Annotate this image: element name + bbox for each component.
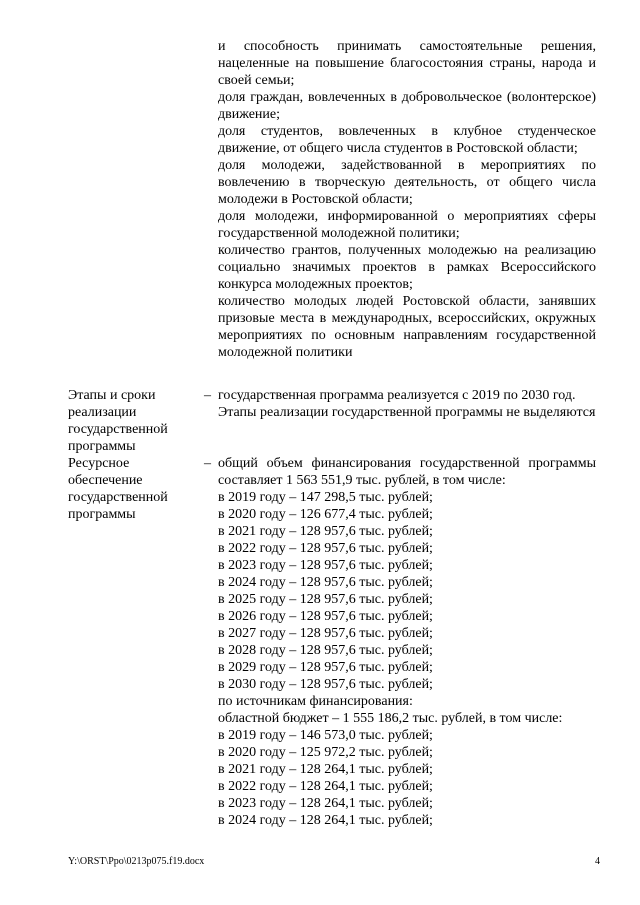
year-amount: в 2023 году – 128 957,6 тыс. рублей;: [218, 558, 433, 573]
resources-content: [218, 455, 596, 829]
stages-dash: –: [204, 388, 211, 403]
resources-dash: –: [204, 456, 211, 471]
indicator-text: доля молодежи, задействованной в мероприятиях по вовлечению в творческую деятельность, от общего числа молодежи в Ростовской области;: [218, 158, 596, 207]
year-amount: в 2025 году – 128 957,6 тыс. рублей;: [218, 592, 433, 607]
indicator-text: доля граждан, вовлеченных в добровольческое (волонтерское) движение;: [218, 90, 596, 122]
regional-year-amount: в 2021 году – 128 264,1 тыс. рублей;: [218, 762, 433, 777]
stages-line: государственная программа реализуется с 2019 по 2030 год.: [218, 388, 576, 403]
stages-label: Этапы и сроки реализации государственной программы: [68, 388, 168, 454]
year-amount: в 2019 году – 147 298,5 тыс. рублей;: [218, 490, 433, 505]
year-amount: в 2028 году – 128 957,6 тыс. рублей;: [218, 643, 433, 658]
page-number: 4: [595, 856, 600, 867]
indicator-text: доля студентов, вовлеченных в клубное студенческое движение, от общего числа студентов в Ростовской области;: [218, 124, 596, 156]
year-amount: в 2022 году – 128 957,6 тыс. рублей;: [218, 541, 433, 556]
indicator-text: количество грантов, полученных молодежью на реализацию социально значимых проектов в рамках Всероссийского конкурса молодежных проектов;: [218, 243, 596, 292]
footer-file-path: Y:\ORST\Ppo\0213p075.f19.docx: [68, 856, 205, 867]
regional-budget: областной бюджет – 1 555 186,2 тыс. рублей, в том числе:: [218, 711, 563, 726]
by-source-heading: по источникам финансирования:: [218, 694, 413, 709]
regional-year-amount: в 2023 году – 128 264,1 тыс. рублей;: [218, 796, 433, 811]
indicator-text: и способность принимать самостоятельные решения, нацеленные на повышение благосостояния страны, народа и своей семьи;: [218, 39, 596, 88]
regional-year-amount: в 2024 году – 128 264,1 тыс. рублей;: [218, 813, 433, 828]
regional-year-amount: в 2020 году – 125 972,2 тыс. рублей;: [218, 745, 433, 760]
year-amount: в 2026 году – 128 957,6 тыс. рублей;: [218, 609, 433, 624]
stages-line: Этапы реализации государственной программы не выделяются: [218, 405, 596, 420]
resources-label: Ресурсное обеспечение государственной программы: [68, 456, 168, 522]
year-amount: в 2030 году – 128 957,6 тыс. рублей;: [218, 677, 433, 692]
year-amount: в 2029 году – 128 957,6 тыс. рублей;: [218, 660, 433, 675]
resources-intro: общий объем финансирования государственной программы составляет 1 563 551,9 тыс. рублей, в том числе:: [218, 456, 596, 488]
indicator-text: количество молодых людей Ростовской области, занявших призовые места в международных, всероссийских, окружных мероприятиях по основным направлениям государственной молодежной политики: [218, 294, 596, 360]
year-amount: в 2020 году – 126 677,4 тыс. рублей;: [218, 507, 433, 522]
regional-year-amount: в 2019 году – 146 573,0 тыс. рублей;: [218, 728, 433, 743]
year-amount: в 2027 году – 128 957,6 тыс. рублей;: [218, 626, 433, 641]
year-amount: в 2024 году – 128 957,6 тыс. рублей;: [218, 575, 433, 590]
indicators-continuation: [218, 38, 596, 361]
indicator-text: доля молодежи, информированной о мероприятиях сферы государственной молодежной политики;: [218, 209, 596, 241]
regional-year-amount: в 2022 году – 128 264,1 тыс. рублей;: [218, 779, 433, 794]
stages-content: [218, 387, 596, 421]
year-amount: в 2021 году – 128 957,6 тыс. рублей;: [218, 524, 433, 539]
